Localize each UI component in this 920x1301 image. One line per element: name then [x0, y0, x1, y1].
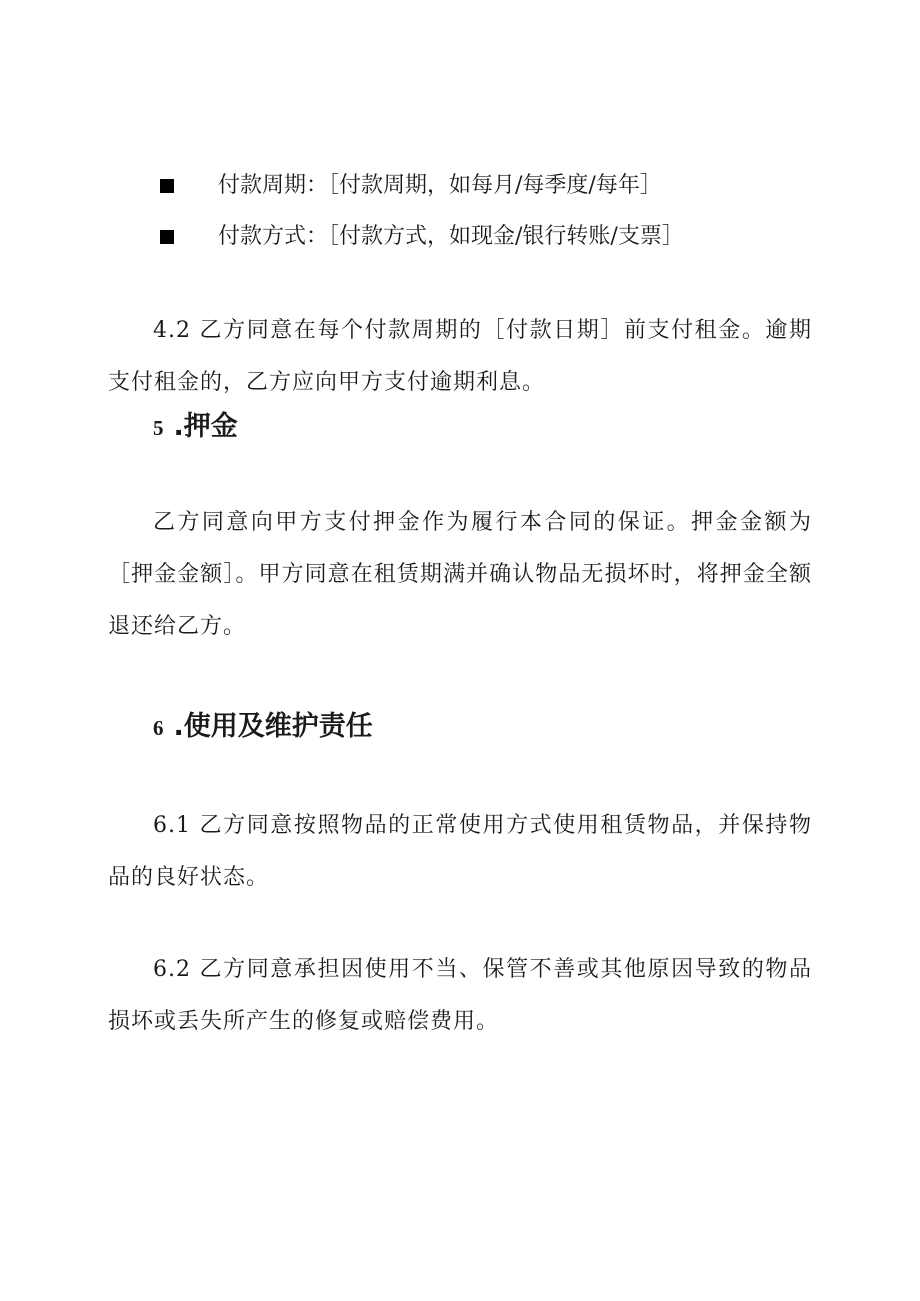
section-number: 6 — [153, 716, 164, 740]
paragraph-4-2: 4.2 乙方同意在每个付款周期的［付款日期］前支付租金。逾期支付租金的，乙方应向甲方支付逾期利息。 — [108, 318, 812, 395]
bullet-item-payment-period — [160, 171, 662, 201]
section-number: 5 — [153, 416, 164, 440]
section-heading-5 — [153, 407, 238, 448]
paragraph-6-1: 6.1 乙方同意按照物品的正常使用方式使用租赁物品，并保持物品的良好状态。 — [108, 813, 812, 890]
section-title: .使用及维护责任 — [173, 711, 373, 742]
bullet-text: 付款周期：［付款周期，如每月/每季度/每年］ — [218, 173, 662, 198]
bullet-item-payment-method — [160, 222, 684, 252]
bullet-text: 付款方式：［付款方式，如现金/银行转账/支票］ — [218, 224, 684, 249]
square-bullet-icon — [160, 179, 174, 193]
section-title: .押金 — [173, 411, 238, 442]
section-heading-6 — [153, 707, 373, 748]
paragraph-5: 乙方同意向甲方支付押金作为履行本合同的保证。押金金额为［押金金额］。甲方同意在租赁期满并确认物品无损坏时，将押金全额退还给乙方。 — [108, 510, 812, 639]
paragraph-6-2: 6.2 乙方同意承担因使用不当、保管不善或其他原因导致的物品损坏或丢失所产生的修复或赔偿费用。 — [108, 957, 812, 1034]
square-bullet-icon — [160, 230, 174, 244]
